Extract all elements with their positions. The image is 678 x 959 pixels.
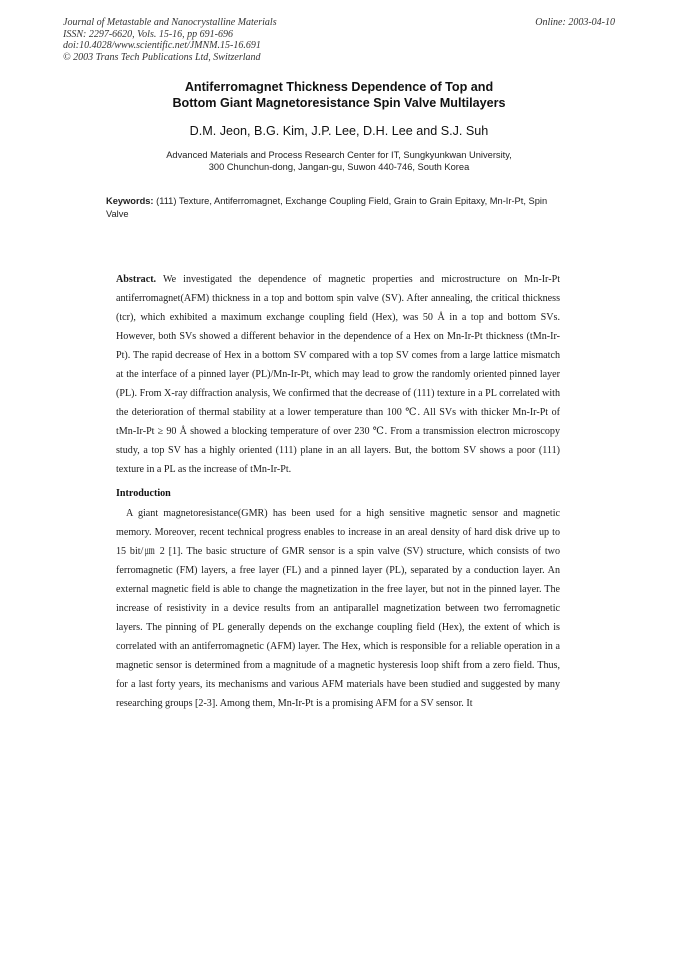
copyright-line: © 2003 Trans Tech Publications Ltd, Switzerland (63, 51, 261, 63)
journal-name: Journal of Metastable and Nanocrystalline Materials (63, 17, 277, 28)
abstract-label: Abstract. (116, 274, 157, 285)
affiliation-line-1: Advanced Materials and Process Research Center for IT, Sungkyunkwan University, (166, 150, 512, 160)
introduction-text: A giant magnetoresistance(GMR) has been used for a high sensitive magnetic sensor and magnetic memory. Moreover, recent technical progress enables to increase in an areal density of hard disk drive up to 15 bit/㎛ 2 [1]. The basic structure of GMR sensor is a spin valve (SV) structure, which consists of two ferromagnetic (FM) layers, a free layer (FL) and a pinned layer (PL), separated by a conduction layer. An external magnetic field is able to change the magnetization in the free layer, but not in the pinned layer. The increase of resistivity in a device results from an antiparallel magnetization between two ferromagnetic layers. The pinning of PL generally depends on the exchange coupling field (Hex), the extent of which is correlated with an antiferromagnetic (AFM) layer. The Hex, which is responsible for a reliable operation in a magnetic sensor is determined from a magnitude of a magnetic hysteresis loop shift from a zero field. Thus, for a last forty years, its mechanisms and various AFM materials have been studied and suggested by many researching groups [2-3]. Among them, Mn-Ir-Pt is a promising AFM for a SV sensor. It (116, 508, 560, 709)
introduction (116, 504, 560, 713)
keywords-text: (111) Texture, Antiferromagnet, Exchange Coupling Field, Grain to Grain Epitaxy, Mn-Ir-Pt, Spin Valve (106, 196, 548, 219)
journal-info (63, 17, 277, 63)
title-line-2: Bottom Giant Magnetoresistance Spin Valve Multilayers (172, 95, 506, 110)
doi-line[interactable]: doi:10.4028/www.scientific.net/JMNM.15-16.691 (63, 40, 261, 51)
introduction-heading: Introduction (116, 488, 171, 499)
affiliation-line-2: 300 Chunchun-dong, Jangan-gu, Suwon 440-746, South Korea (208, 162, 470, 172)
abstract-text: We investigated the dependence of magnetic properties and microstructure on Mn-Ir-Pt antiferromagnet(AFM) thickness in a top and bottom spin valve (SV). After annealing, the critical thickness (tcr), which exhibited a maximum exchange coupling field (Hex), was 50 Å in a top and bottom SVs. However, both SVs showed a different behavior in the dependence of a Hex on Mn-Ir-Pt thickness (tMn-Ir-Pt). The rapid decrease of Hex in a bottom SV compared with a top SV comes from a large lattice mismatch at the interface of a pinned layer (PL)/Mn-Ir-Pt, which may lead to grow the randomly oriented pinned layer (PL). From X-ray diffraction analysis, We confirmed that the decrease of (111) texture in a PL correlated with the deterioration of thermal stability at a lower temperature than 100 ℃. All SVs with thicker Mn-Ir-Pt of tMn-Ir-Pt ≥ 90 Å showed a blocking temperature of over 230 ℃. From a transmission electron microscopy study, a top SV has a highly oriented (111) plane in an all layers. But, the bottom SV shows a poor (111) texture in a PL as the increase of tMn-Ir-Pt. (116, 274, 560, 475)
affiliation (0, 149, 678, 173)
abstract (116, 270, 560, 479)
keywords (106, 195, 566, 220)
issn-line: ISSN: 2297-6620, Vols. 15-16, pp 691-696 (63, 28, 233, 40)
authors: D.M. Jeon, B.G. Kim, J.P. Lee, D.H. Lee and S.J. Suh (189, 124, 489, 138)
keywords-label: Keywords: (106, 196, 154, 206)
title-line-1: Antiferromagnet Thickness Dependence of Top and (184, 80, 494, 94)
online-date: Online: 2003-04-10 (535, 17, 615, 28)
paper-title (0, 80, 678, 111)
